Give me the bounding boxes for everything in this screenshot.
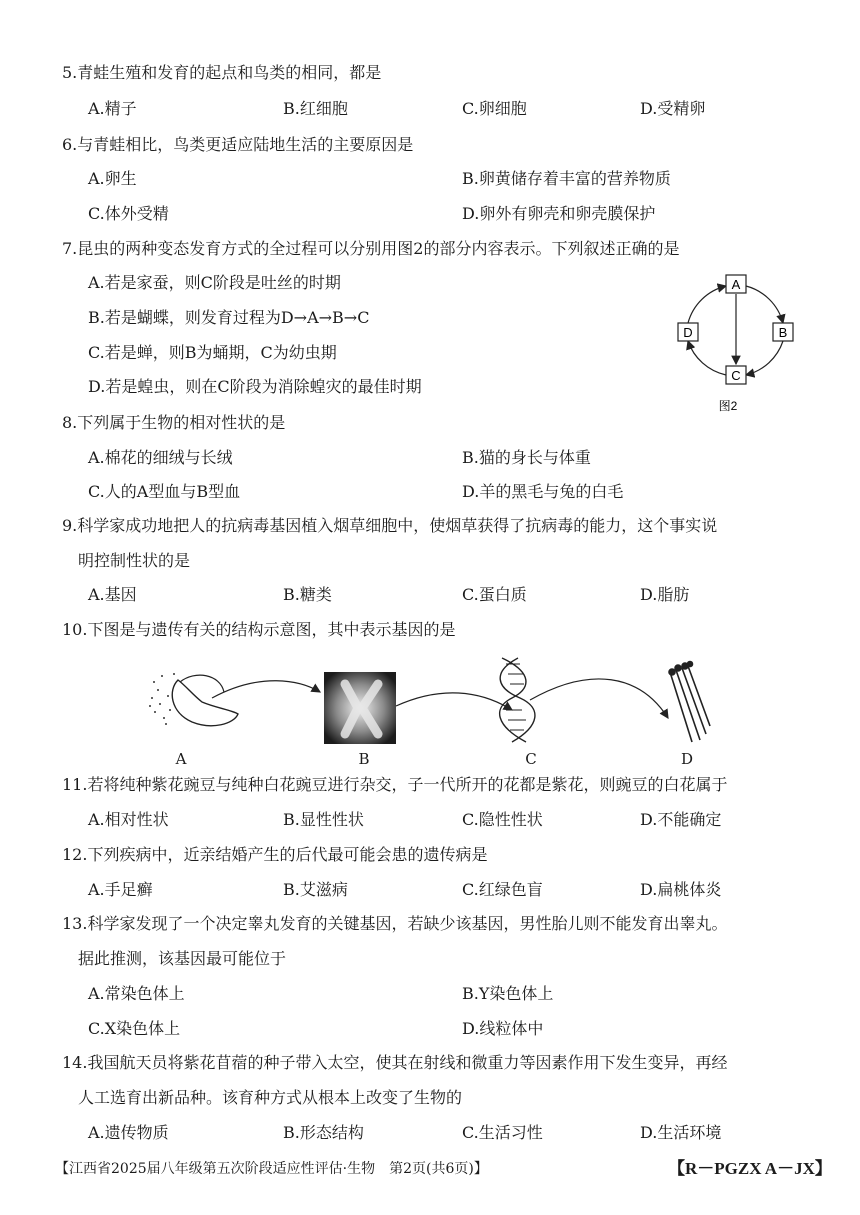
- q11-option-a: A.相对性状: [88, 810, 169, 829]
- q10-structure-figure: [140, 652, 720, 752]
- q5-option-a: A.精子: [88, 99, 137, 118]
- q14-stem-cont: 人工选育出新品种。该育种方式从根本上改变了生物的: [78, 1088, 463, 1107]
- q6-option-b: B.卵黄储存着丰富的营养物质: [462, 169, 671, 188]
- q5-option-d: D.受精卵: [640, 99, 706, 118]
- q8-option-c: C.人的A型血与B型血: [88, 482, 241, 501]
- arc-c-to-d: [688, 341, 726, 375]
- cell-structure-a: [149, 673, 238, 726]
- node-a: A: [731, 277, 741, 292]
- q7-option-a: A.若是家蚕，则C阶段是吐丝的时期: [88, 273, 341, 292]
- gene-segments-d: [669, 662, 710, 743]
- q14-option-a: A.遗传物质: [88, 1123, 169, 1142]
- q11-stem: 11.若将纯种紫花豌豆与纯种白花豌豆进行杂交，子一代所开的花都是紫花，则豌豆的白花属于: [62, 775, 728, 794]
- q7-option-c: C.若是蝉，则B为蛹期，C为幼虫期: [88, 343, 337, 362]
- q6-option-c: C.体外受精: [88, 204, 169, 223]
- q13-option-a: A.常染色体上: [88, 984, 185, 1003]
- q6-stem: 6.与青蛙相比，鸟类更适应陆地生活的主要原因是: [62, 135, 414, 154]
- q12-option-a: A.手足癣: [88, 880, 153, 899]
- q9-option-a: A.基因: [88, 585, 137, 604]
- q13-option-b: B.Y染色体上: [462, 984, 554, 1003]
- q9-stem: 9.科学家成功地把人的抗病毒基因植入烟草细胞中，使烟草获得了抗病毒的能力，这个事实说: [62, 516, 718, 535]
- q13-option-c: C.X染色体上: [88, 1019, 181, 1038]
- q11-option-d: D.不能确定: [640, 810, 722, 829]
- q8-option-a: A.棉花的细绒与长绒: [88, 448, 233, 467]
- q9-stem-cont: 明控制性状的是: [78, 551, 191, 570]
- q14-option-c: C.生活习性: [462, 1123, 543, 1142]
- q7-option-b: B.若是蝴蝶，则发育过程为D→A→B→C: [88, 308, 370, 327]
- q10-label-c: C: [525, 750, 537, 768]
- q6-option-d: D.卵外有卵壳和卵壳膜保护: [462, 204, 656, 223]
- q12-stem: 12.下列疾病中，近亲结婚产生的后代最可能会患的遗传病是: [62, 845, 488, 864]
- page-footer-info: 【江西省2025届八年级第五次阶段适应性评估·生物 第2页(共6页)】: [55, 1161, 488, 1177]
- q10-stem: 10.下图是与遗传有关的结构示意图，其中表示基因的是: [62, 620, 456, 639]
- q12-option-d: D.扁桃体炎: [640, 880, 722, 899]
- q8-option-b: B.猫的身长与体重: [462, 448, 591, 467]
- q8-stem: 8.下列属于生物的相对性状的是: [62, 413, 286, 432]
- q5-option-b: B.红细胞: [283, 99, 348, 118]
- node-d: D: [683, 325, 693, 340]
- q9-option-c: C.蛋白质: [462, 585, 527, 604]
- arc-a-to-b: [746, 286, 783, 323]
- q10-label-a: A: [175, 750, 187, 768]
- figure-2-cycle-diagram: [668, 268, 808, 418]
- q14-option-d: D.生活环境: [640, 1123, 722, 1142]
- paper-code: 【R－PGZX A－JX】: [668, 1159, 832, 1178]
- q13-stem: 13.科学家发现了一个决定睾丸发育的关键基因，若缺少该基因，男性胎儿则不能发育出睾丸。: [62, 914, 728, 933]
- q12-option-c: C.红绿色盲: [462, 880, 543, 899]
- q10-label-b: B: [358, 750, 370, 768]
- q12-option-b: B.艾滋病: [283, 880, 348, 899]
- q11-option-b: B.显性性状: [283, 810, 364, 829]
- q14-stem: 14.我国航天员将紫花苜蓿的种子带入太空，使其在射线和微重力等因素作用下发生变异，再经: [62, 1053, 728, 1072]
- q7-stem: 7.昆虫的两种变态发育方式的全过程可以分别用图2的部分内容表示。下列叙述正确的是: [62, 239, 680, 258]
- q7-option-d: D.若是蝗虫，则在C阶段为消除蝗灾的最佳时期: [88, 377, 422, 396]
- arc-d-to-a: [688, 286, 726, 323]
- chromosome-b: [324, 672, 396, 744]
- q10-label-d: D: [680, 750, 694, 768]
- q6-option-a: A.卵生: [88, 169, 137, 188]
- arc-b-to-c: [746, 341, 783, 375]
- q5-stem: 5.青蛙生殖和发育的起点和鸟类的相同，都是: [62, 63, 382, 82]
- node-c: C: [731, 368, 741, 383]
- q11-option-c: C.隐性性状: [462, 810, 543, 829]
- figure-caption: 图2: [718, 399, 738, 413]
- q13-stem-cont: 据此推测，该基因最可能位于: [78, 949, 287, 968]
- q9-option-d: D.脂肪: [640, 585, 690, 604]
- q9-option-b: B.糖类: [283, 585, 332, 604]
- node-b: B: [778, 325, 788, 340]
- dna-helix-c: [500, 658, 535, 742]
- q8-option-d: D.羊的黑毛与兔的白毛: [462, 482, 624, 501]
- q14-option-b: B.形态结构: [283, 1123, 364, 1142]
- q13-option-d: D.线粒体中: [462, 1019, 544, 1038]
- q5-option-c: C.卵细胞: [462, 99, 527, 118]
